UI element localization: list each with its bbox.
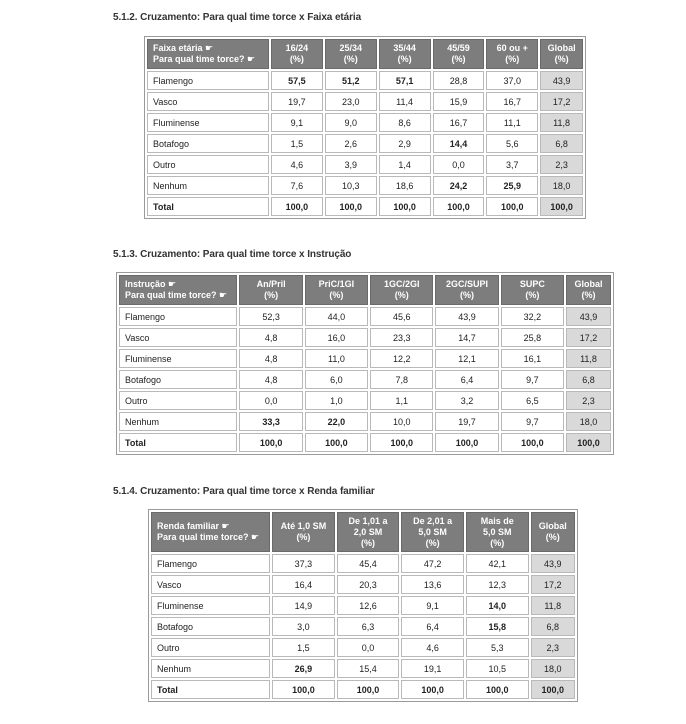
table-instrucao [116, 272, 614, 455]
table-cell: 14,0 [466, 596, 529, 615]
table-cell: 26,9 [272, 659, 335, 678]
table-cell: 4,8 [239, 328, 302, 347]
row-label: Flamengo [151, 554, 270, 573]
table-cell: 23,3 [370, 328, 433, 347]
table-header-row [147, 39, 583, 69]
table-row [119, 412, 611, 431]
row-label: Botafogo [147, 134, 269, 153]
table-cell: 47,2 [401, 554, 464, 573]
table-cell: 3,2 [435, 391, 498, 410]
table-cell: 4,8 [239, 349, 302, 368]
table-cell: 11,4 [379, 92, 431, 111]
table-cell: 6,4 [435, 370, 498, 389]
table-cell: 15,4 [337, 659, 400, 678]
row-header: Faixa etária ☛ Para qual time torce? ☛ [147, 39, 269, 69]
global-cell: 100,0 [531, 680, 575, 699]
column-header: 35/44 (%) [379, 39, 431, 69]
global-cell: 18,0 [540, 176, 583, 195]
global-cell: 43,9 [531, 554, 575, 573]
table-cell: 0,0 [433, 155, 485, 174]
table-cell: 25,9 [486, 176, 538, 195]
table-cell: 19,1 [401, 659, 464, 678]
table-cell: 100,0 [337, 680, 400, 699]
table-cell: 4,6 [271, 155, 323, 174]
table-cell: 44,0 [305, 307, 368, 326]
table-cell: 16,0 [305, 328, 368, 347]
table-cell: 7,8 [370, 370, 433, 389]
column-header: De 2,01 a 5,0 SM (%) [401, 512, 464, 552]
table-cell: 51,2 [325, 71, 377, 90]
table-cell: 14,9 [272, 596, 335, 615]
row-label: Botafogo [119, 370, 237, 389]
table-cell: 8,6 [379, 113, 431, 132]
table-cell: 0,0 [239, 391, 302, 410]
table-faixa-etaria [144, 36, 586, 219]
table-cell: 100,0 [501, 433, 564, 452]
global-cell: 11,8 [540, 113, 583, 132]
table-cell: 6,0 [305, 370, 368, 389]
table-cell: 10,3 [325, 176, 377, 195]
table-cell: 24,2 [433, 176, 485, 195]
global-cell: 2,3 [531, 638, 575, 657]
table-row [151, 638, 575, 657]
table-cell: 42,1 [466, 554, 529, 573]
table-row [151, 554, 575, 573]
row-label: Vasco [119, 328, 237, 347]
table-cell: 9,1 [271, 113, 323, 132]
row-label: Total [119, 433, 237, 452]
table-cell: 100,0 [435, 433, 498, 452]
table-cell: 100,0 [272, 680, 335, 699]
row-label: Nenhum [147, 176, 269, 195]
table-cell: 100,0 [401, 680, 464, 699]
table-cell: 9,1 [401, 596, 464, 615]
table-cell: 4,6 [401, 638, 464, 657]
table-cell: 16,7 [486, 92, 538, 111]
table-cell: 23,0 [325, 92, 377, 111]
global-cell: 100,0 [540, 197, 583, 216]
table-row [147, 113, 583, 132]
table-cell: 0,0 [337, 638, 400, 657]
table-cell: 100,0 [433, 197, 485, 216]
column-header: 16/24 (%) [271, 39, 323, 69]
table-row [119, 349, 611, 368]
table-cell: 43,9 [435, 307, 498, 326]
table-cell: 20,3 [337, 575, 400, 594]
column-header: PriC/1GI (%) [305, 275, 368, 305]
global-cell: 2,3 [566, 391, 611, 410]
row-label: Outro [119, 391, 237, 410]
table-row [119, 370, 611, 389]
global-cell: 17,2 [566, 328, 611, 347]
table-cell: 57,1 [379, 71, 431, 90]
table-cell: 16,4 [272, 575, 335, 594]
global-cell: 6,8 [531, 617, 575, 636]
row-label: Vasco [151, 575, 270, 594]
table-row [119, 307, 611, 326]
table-cell: 5,3 [466, 638, 529, 657]
table-cell: 3,9 [325, 155, 377, 174]
column-header: Até 1,0 SM (%) [272, 512, 335, 552]
column-header: 1GC/2GI (%) [370, 275, 433, 305]
global-cell: 43,9 [566, 307, 611, 326]
table-cell: 11,0 [305, 349, 368, 368]
table-header-row [119, 275, 611, 305]
table-cell: 9,7 [501, 412, 564, 431]
row-label: Flamengo [147, 71, 269, 90]
table-cell: 18,6 [379, 176, 431, 195]
table-cell: 25,8 [501, 328, 564, 347]
column-header: 2GC/SUPI (%) [435, 275, 498, 305]
table-cell: 10,0 [370, 412, 433, 431]
table-row [119, 328, 611, 347]
table-cell: 12,3 [466, 575, 529, 594]
global-cell: 17,2 [531, 575, 575, 594]
table-row [151, 596, 575, 615]
table-cell: 19,7 [271, 92, 323, 111]
row-label: Flamengo [119, 307, 237, 326]
column-header: Mais de 5,0 SM (%) [466, 512, 529, 552]
table-cell: 37,0 [486, 71, 538, 90]
global-cell: 11,8 [531, 596, 575, 615]
section-title-instrucao: 5.1.3. Cruzamento: Para qual time torce x Instrução [113, 249, 352, 260]
table-cell: 14,4 [433, 134, 485, 153]
table-cell: 33,3 [239, 412, 302, 431]
table-renda-familiar [148, 509, 578, 702]
column-header: De 1,01 a 2,0 SM (%) [337, 512, 400, 552]
table-header-row [151, 512, 575, 552]
table-cell: 37,3 [272, 554, 335, 573]
table-cell: 11,1 [486, 113, 538, 132]
table-row [147, 176, 583, 195]
column-header: SUPC (%) [501, 275, 564, 305]
total-row [147, 197, 583, 216]
table-cell: 2,9 [379, 134, 431, 153]
global-cell: 11,8 [566, 349, 611, 368]
row-label: Outro [147, 155, 269, 174]
table-cell: 5,6 [486, 134, 538, 153]
table-cell: 28,8 [433, 71, 485, 90]
table-row [151, 575, 575, 594]
table-row [147, 155, 583, 174]
table-cell: 1,1 [370, 391, 433, 410]
global-cell: 100,0 [566, 433, 611, 452]
row-label: Nenhum [119, 412, 237, 431]
row-label: Outro [151, 638, 270, 657]
table-cell: 1,0 [305, 391, 368, 410]
table-cell: 15,9 [433, 92, 485, 111]
table-cell: 4,8 [239, 370, 302, 389]
table-cell: 52,3 [239, 307, 302, 326]
row-label: Fluminense [151, 596, 270, 615]
table-cell: 12,1 [435, 349, 498, 368]
table-cell: 16,1 [501, 349, 564, 368]
table-cell: 100,0 [305, 433, 368, 452]
global-cell: 17,2 [540, 92, 583, 111]
table-row [147, 92, 583, 111]
column-header-global: Global (%) [531, 512, 575, 552]
global-cell: 2,3 [540, 155, 583, 174]
total-row [151, 680, 575, 699]
column-header: An/Pril (%) [239, 275, 302, 305]
table-cell: 57,5 [271, 71, 323, 90]
section-title-faixa-etaria: 5.1.2. Cruzamento: Para qual time torce x Faixa etária [113, 12, 362, 23]
global-cell: 6,8 [540, 134, 583, 153]
table-cell: 9,7 [501, 370, 564, 389]
table-cell: 7,6 [271, 176, 323, 195]
table-row [147, 134, 583, 153]
column-header: 60 ou + (%) [486, 39, 538, 69]
table-cell: 100,0 [486, 197, 538, 216]
table-cell: 1,4 [379, 155, 431, 174]
table-cell: 12,6 [337, 596, 400, 615]
table-cell: 19,7 [435, 412, 498, 431]
table-cell: 3,0 [272, 617, 335, 636]
column-header-global: Global (%) [540, 39, 583, 69]
table-cell: 100,0 [379, 197, 431, 216]
row-header: Renda familiar ☛ Para qual time torce? ☛ [151, 512, 270, 552]
table-cell: 12,2 [370, 349, 433, 368]
table-cell: 100,0 [325, 197, 377, 216]
table-cell: 13,6 [401, 575, 464, 594]
row-label: Nenhum [151, 659, 270, 678]
table-cell: 100,0 [239, 433, 302, 452]
column-header: 25/34 (%) [325, 39, 377, 69]
table-cell: 32,2 [501, 307, 564, 326]
table-cell: 15,8 [466, 617, 529, 636]
row-label: Vasco [147, 92, 269, 111]
table-cell: 1,5 [272, 638, 335, 657]
column-header-global: Global (%) [566, 275, 611, 305]
row-label: Fluminense [147, 113, 269, 132]
global-cell: 43,9 [540, 71, 583, 90]
column-header: 45/59 (%) [433, 39, 485, 69]
table-cell: 3,7 [486, 155, 538, 174]
table-row [147, 71, 583, 90]
table-cell: 45,4 [337, 554, 400, 573]
row-label: Fluminense [119, 349, 237, 368]
row-label: Total [147, 197, 269, 216]
row-label: Botafogo [151, 617, 270, 636]
row-label: Total [151, 680, 270, 699]
global-cell: 6,8 [566, 370, 611, 389]
table-cell: 6,3 [337, 617, 400, 636]
table-cell: 22,0 [305, 412, 368, 431]
table-cell: 16,7 [433, 113, 485, 132]
table-cell: 100,0 [370, 433, 433, 452]
table-cell: 45,6 [370, 307, 433, 326]
global-cell: 18,0 [531, 659, 575, 678]
table-cell: 14,7 [435, 328, 498, 347]
global-cell: 18,0 [566, 412, 611, 431]
table-row [151, 659, 575, 678]
table-row [119, 391, 611, 410]
section-title-renda-familiar: 5.1.4. Cruzamento: Para qual time torce x Renda familiar [113, 486, 375, 497]
row-header: Instrução ☛ Para qual time torce? ☛ [119, 275, 237, 305]
total-row [119, 433, 611, 452]
table-cell: 100,0 [271, 197, 323, 216]
table-cell: 2,6 [325, 134, 377, 153]
table-cell: 6,4 [401, 617, 464, 636]
table-cell: 9,0 [325, 113, 377, 132]
table-cell: 100,0 [466, 680, 529, 699]
table-cell: 6,5 [501, 391, 564, 410]
table-cell: 10,5 [466, 659, 529, 678]
table-row [151, 617, 575, 636]
table-cell: 1,5 [271, 134, 323, 153]
